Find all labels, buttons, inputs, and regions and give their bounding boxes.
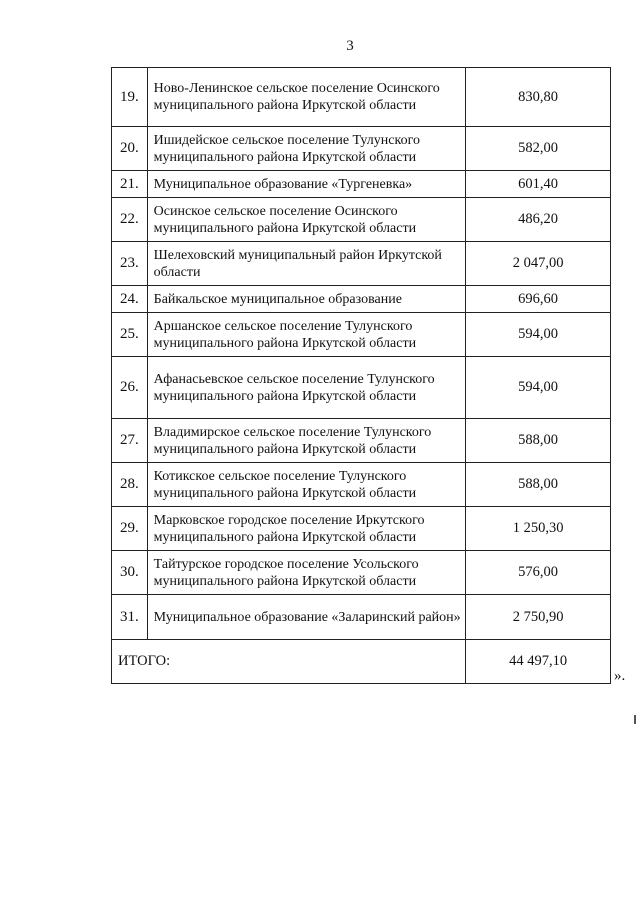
amount-value: 594,00 xyxy=(466,357,611,419)
scan-edge-mark xyxy=(634,715,636,724)
amount-value: 2 750,90 xyxy=(466,595,611,640)
table-row xyxy=(112,551,611,595)
row-number: 26. xyxy=(112,357,148,419)
municipality-name: Муниципальное образование «Тургеневка» xyxy=(147,171,466,198)
table-row xyxy=(112,595,611,640)
municipality-name: Ишидейское сельское поселение Тулунского муниципального района Иркутской области xyxy=(147,127,466,171)
row-number: 23. xyxy=(112,242,148,286)
municipality-name: Аршанское сельское поселение Тулунского муниципального района Иркутской области xyxy=(147,313,466,357)
table-row xyxy=(112,127,611,171)
total-label: ИТОГО: xyxy=(112,640,466,684)
table-row xyxy=(112,242,611,286)
municipality-name: Владимирское сельское поселение Тулунского муниципального района Иркутской области xyxy=(147,419,466,463)
row-number: 21. xyxy=(112,171,148,198)
municipality-name: Марковское городское поселение Иркутского муниципального района Иркутской области xyxy=(147,507,466,551)
municipality-name: Ново-Ленинское сельское поселение Осинского муниципального района Иркутской области xyxy=(147,68,466,127)
amount-value: 582,00 xyxy=(466,127,611,171)
total-amount: 44 497,10 xyxy=(466,640,611,684)
amount-value: 1 250,30 xyxy=(466,507,611,551)
row-number: 22. xyxy=(112,198,148,242)
row-number: 28. xyxy=(112,463,148,507)
municipality-name: Муниципальное образование «Заларинский район» xyxy=(147,595,466,640)
row-number: 30. xyxy=(112,551,148,595)
table-row xyxy=(112,507,611,551)
municipality-name: Тайтурское городское поселение Усольского муниципального района Иркутской области xyxy=(147,551,466,595)
table-row xyxy=(112,313,611,357)
amount-value: 576,00 xyxy=(466,551,611,595)
municipality-name: Байкальское муниципальное образование xyxy=(147,286,466,313)
table-row xyxy=(112,198,611,242)
municipality-name: Котикское сельское поселение Тулунского муниципального района Иркутской области xyxy=(147,463,466,507)
total-row xyxy=(112,640,611,684)
amount-value: 594,00 xyxy=(466,313,611,357)
amount-value: 696,60 xyxy=(466,286,611,313)
row-number: 29. xyxy=(112,507,148,551)
table-row xyxy=(112,286,611,313)
amount-value: 2 047,00 xyxy=(466,242,611,286)
row-number: 20. xyxy=(112,127,148,171)
row-number: 24. xyxy=(112,286,148,313)
amount-value: 588,00 xyxy=(466,463,611,507)
municipality-name: Афанасьевское сельское поселение Тулунского муниципального района Иркутской области xyxy=(147,357,466,419)
table-row xyxy=(112,463,611,507)
table-row xyxy=(112,419,611,463)
table-row xyxy=(112,171,611,198)
row-number: 25. xyxy=(112,313,148,357)
municipality-name: Шелеховский муниципальный район Иркутской области xyxy=(147,242,466,286)
table-row xyxy=(112,357,611,419)
municipality-name: Осинское сельское поселение Осинского муниципального района Иркутской области xyxy=(147,198,466,242)
row-number: 19. xyxy=(112,68,148,127)
amount-value: 830,80 xyxy=(466,68,611,127)
amount-value: 601,40 xyxy=(466,171,611,198)
table-row xyxy=(112,68,611,127)
amount-value: 588,00 xyxy=(466,419,611,463)
allocation-table xyxy=(111,67,611,684)
row-number: 27. xyxy=(112,419,148,463)
amount-value: 486,20 xyxy=(466,198,611,242)
closing-quote: ». xyxy=(614,668,626,684)
row-number: 31. xyxy=(112,595,148,640)
page-number: 3 xyxy=(346,38,354,54)
